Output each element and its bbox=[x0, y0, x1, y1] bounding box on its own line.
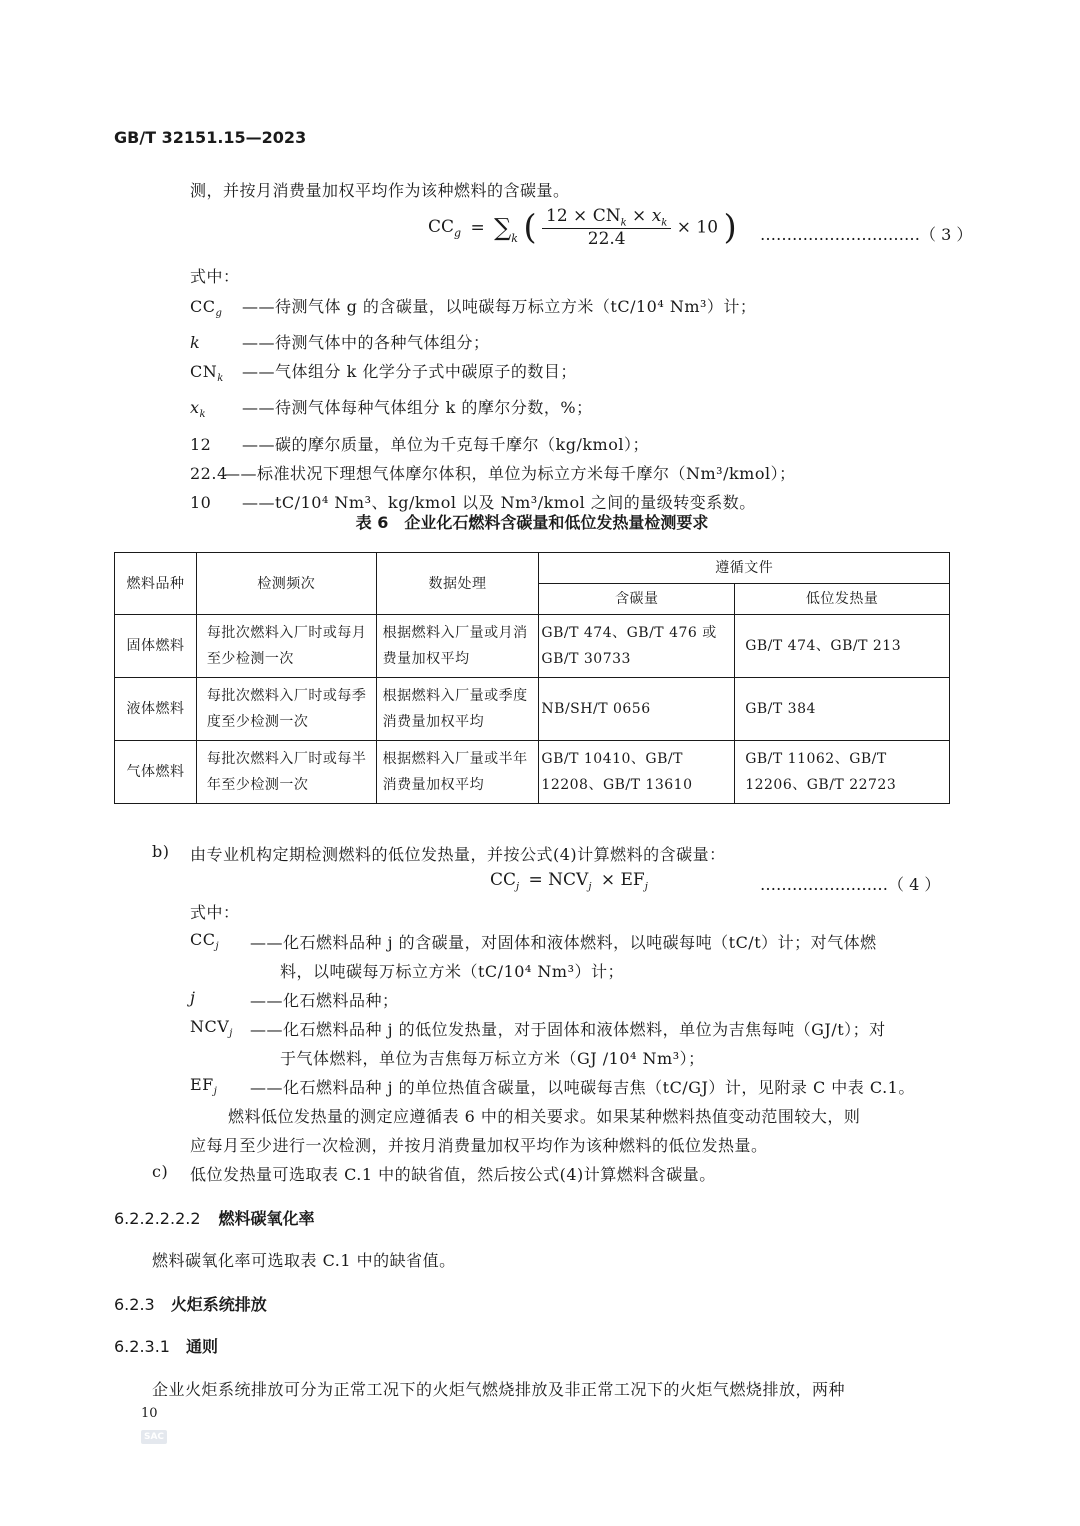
para-ncv-line1: 燃料低位发热量的测定应遵循表 6 中的相关要求。如果某种燃料热值变动范围较大，则 bbox=[228, 1107, 861, 1126]
where-item: k ——待测气体中的各种气体组分； bbox=[190, 333, 490, 353]
where2-cc-desc: ——化石燃料品种 j 的含碳量，对固体和液体燃料，以吨碳每吨（tC/t）计；对气体燃 bbox=[250, 933, 877, 952]
cell-processing: 根据燃料入厂量或月消费量加权平均 bbox=[376, 615, 539, 678]
para-ncv-line2: 应每月至少进行一次检测，并按月消费量加权平均作为该种燃料的低位发热量。 bbox=[190, 1136, 768, 1155]
item-c-marker: c) bbox=[152, 1162, 169, 1181]
table-row bbox=[115, 741, 950, 804]
formula-4-number: ……………………（ 4 ） bbox=[760, 875, 941, 894]
cell-frequency: 每批次燃料入厂时或每半年至少检测一次 bbox=[196, 741, 376, 804]
where-item: $CC_g$ ——待测气体 g 的含碳量，以吨碳每万标立方米（tC/10⁴ Nm³）计； bbox=[190, 297, 757, 320]
cell-processing: 根据燃料入厂量或季度消费量加权平均 bbox=[376, 678, 539, 741]
where2-ncv-desc-cont: 于气体燃料，单位为吉焦每万标立方米（GJ /10⁴ Nm³）； bbox=[280, 1049, 705, 1068]
table-row bbox=[115, 678, 950, 741]
where2-j-sym: j bbox=[190, 988, 196, 1007]
where-item: 12 ——碳的摩尔质量，单位为千克每千摩尔（kg/kmol）； bbox=[190, 434, 649, 454]
sum-symbol: ∑ bbox=[494, 213, 512, 242]
table-row bbox=[115, 615, 950, 678]
cell-carbon: GB/T 10410、GB/T 12208、GB/T 13610 bbox=[539, 741, 735, 804]
para-oxidation: 燃料碳氧化率可选取表 C.1 中的缺省值。 bbox=[152, 1251, 456, 1270]
cell-carbon: NB/SH/T 0656 bbox=[539, 678, 735, 741]
where2-ef-desc: ——化石燃料品种 j 的单位热值含碳量，以吨碳每吉焦（tC/GJ）计，见附录 C 中表 C.1。 bbox=[250, 1078, 915, 1097]
where-item: $CN_k$ ——气体组分 k 化学分子式中碳原子的数目； bbox=[190, 362, 577, 385]
where-label-2: 式中： bbox=[190, 903, 240, 922]
th-ncv: 低位发热量 bbox=[735, 584, 950, 615]
formula-3-lhs: $CC_g$ bbox=[428, 216, 462, 239]
th-standards: 遵循文件 bbox=[539, 553, 950, 584]
where-list-1 bbox=[190, 292, 796, 517]
intro-line: 测，并按月消费量加权平均作为该种燃料的含碳量。 bbox=[190, 181, 570, 200]
where2-j-desc: ——化石燃料品种； bbox=[250, 991, 399, 1010]
th-processing: 数据处理 bbox=[376, 553, 539, 615]
cell-fuel: 气体燃料 bbox=[115, 741, 197, 804]
table-6 bbox=[114, 552, 950, 804]
cell-fuel: 固体燃料 bbox=[115, 615, 197, 678]
cell-ncv: GB/T 474、GB/T 213 bbox=[735, 615, 950, 678]
th-fuel-type: 燃料品种 bbox=[115, 553, 197, 615]
cell-carbon: GB/T 474、GB/T 476 或 GB/T 30733 bbox=[539, 615, 735, 678]
section-6-2-3: 6.2.3 火炬系统排放 bbox=[114, 1295, 267, 1314]
cell-frequency: 每批次燃料入厂时或每季度至少检测一次 bbox=[196, 678, 376, 741]
formula-4: $CC_j = NCV_j \times EF_j$ bbox=[490, 870, 648, 893]
section-6-2-2-2-2-2: 6.2.2.2.2.2 燃料碳氧化率 bbox=[114, 1209, 315, 1228]
formula-3-number: …………………………（ 3 ） bbox=[760, 225, 973, 244]
formula-3: $CC_g = \sum_k$ ( $\frac{12 \times CN_k \times x_k}{22.4}$ × 10 ) bbox=[428, 206, 737, 250]
cell-fuel: 液体燃料 bbox=[115, 678, 197, 741]
section-6-2-3-1: 6.2.3.1 通则 bbox=[114, 1337, 218, 1356]
cell-frequency: 每批次燃料入厂时或每月至少检测一次 bbox=[196, 615, 376, 678]
where2-ncv-desc: ——化石燃料品种 j 的低位发热量，对于固体和液体燃料，单位为吉焦每吨（GJ/t）；对 bbox=[250, 1020, 886, 1039]
sac-logo: SAC bbox=[141, 1430, 167, 1444]
item-c-text: 低位发热量可选取表 C.1 中的缺省值，然后按公式(4)计算燃料含碳量。 bbox=[190, 1165, 716, 1184]
where-label-1: 式中： bbox=[190, 267, 240, 286]
where-item: $x_k$ ——待测气体每种气体组分 k 的摩尔分数，%； bbox=[190, 398, 593, 421]
formula-3-fraction: $\frac{12 \times CN_k \times x_k}{22.4}$ bbox=[542, 206, 671, 249]
page-number: 10 bbox=[141, 1406, 158, 1421]
item-b-text: 由专业机构定期检测燃料的低位发热量，并按公式(4)计算燃料的含碳量： bbox=[190, 845, 726, 864]
cell-processing: 根据燃料入厂量或半年消费量加权平均 bbox=[376, 741, 539, 804]
th-carbon: 含碳量 bbox=[539, 584, 735, 615]
standard-number: GB/T 32151.15—2023 bbox=[114, 128, 307, 147]
item-b-marker: b) bbox=[152, 842, 170, 861]
where2-ncv-sym: $NCV_j$ bbox=[190, 1017, 233, 1040]
where2-ef-sym: $EF_j$ bbox=[190, 1075, 218, 1098]
where-item: 22.4——标准状况下理想气体摩尔体积，单位为标立方米每千摩尔（Nm³/kmol）； bbox=[190, 463, 796, 483]
where2-cc-sym: $CC_j$ bbox=[190, 930, 220, 953]
table-6-caption: 表 6 企业化石燃料含碳量和低位发热量检测要求 bbox=[355, 513, 709, 532]
where-item: 10 ——tC/10⁴ Nm³、kg/kmol 以及 Nm³/kmol 之间的量级转变系数。 bbox=[190, 492, 756, 512]
where2-cc-desc-cont: 料，以吨碳每万标立方米（tC/10⁴ Nm³）计； bbox=[280, 962, 625, 981]
para-flare: 企业火炬系统排放可分为正常工况下的火炬气燃烧排放及非正常工况下的火炬气燃烧排放，两种 bbox=[152, 1380, 846, 1399]
cell-ncv: GB/T 384 bbox=[735, 678, 950, 741]
cell-ncv: GB/T 11062、GB/T 12206、GB/T 22723 bbox=[735, 741, 950, 804]
th-frequency: 检测频次 bbox=[196, 553, 376, 615]
